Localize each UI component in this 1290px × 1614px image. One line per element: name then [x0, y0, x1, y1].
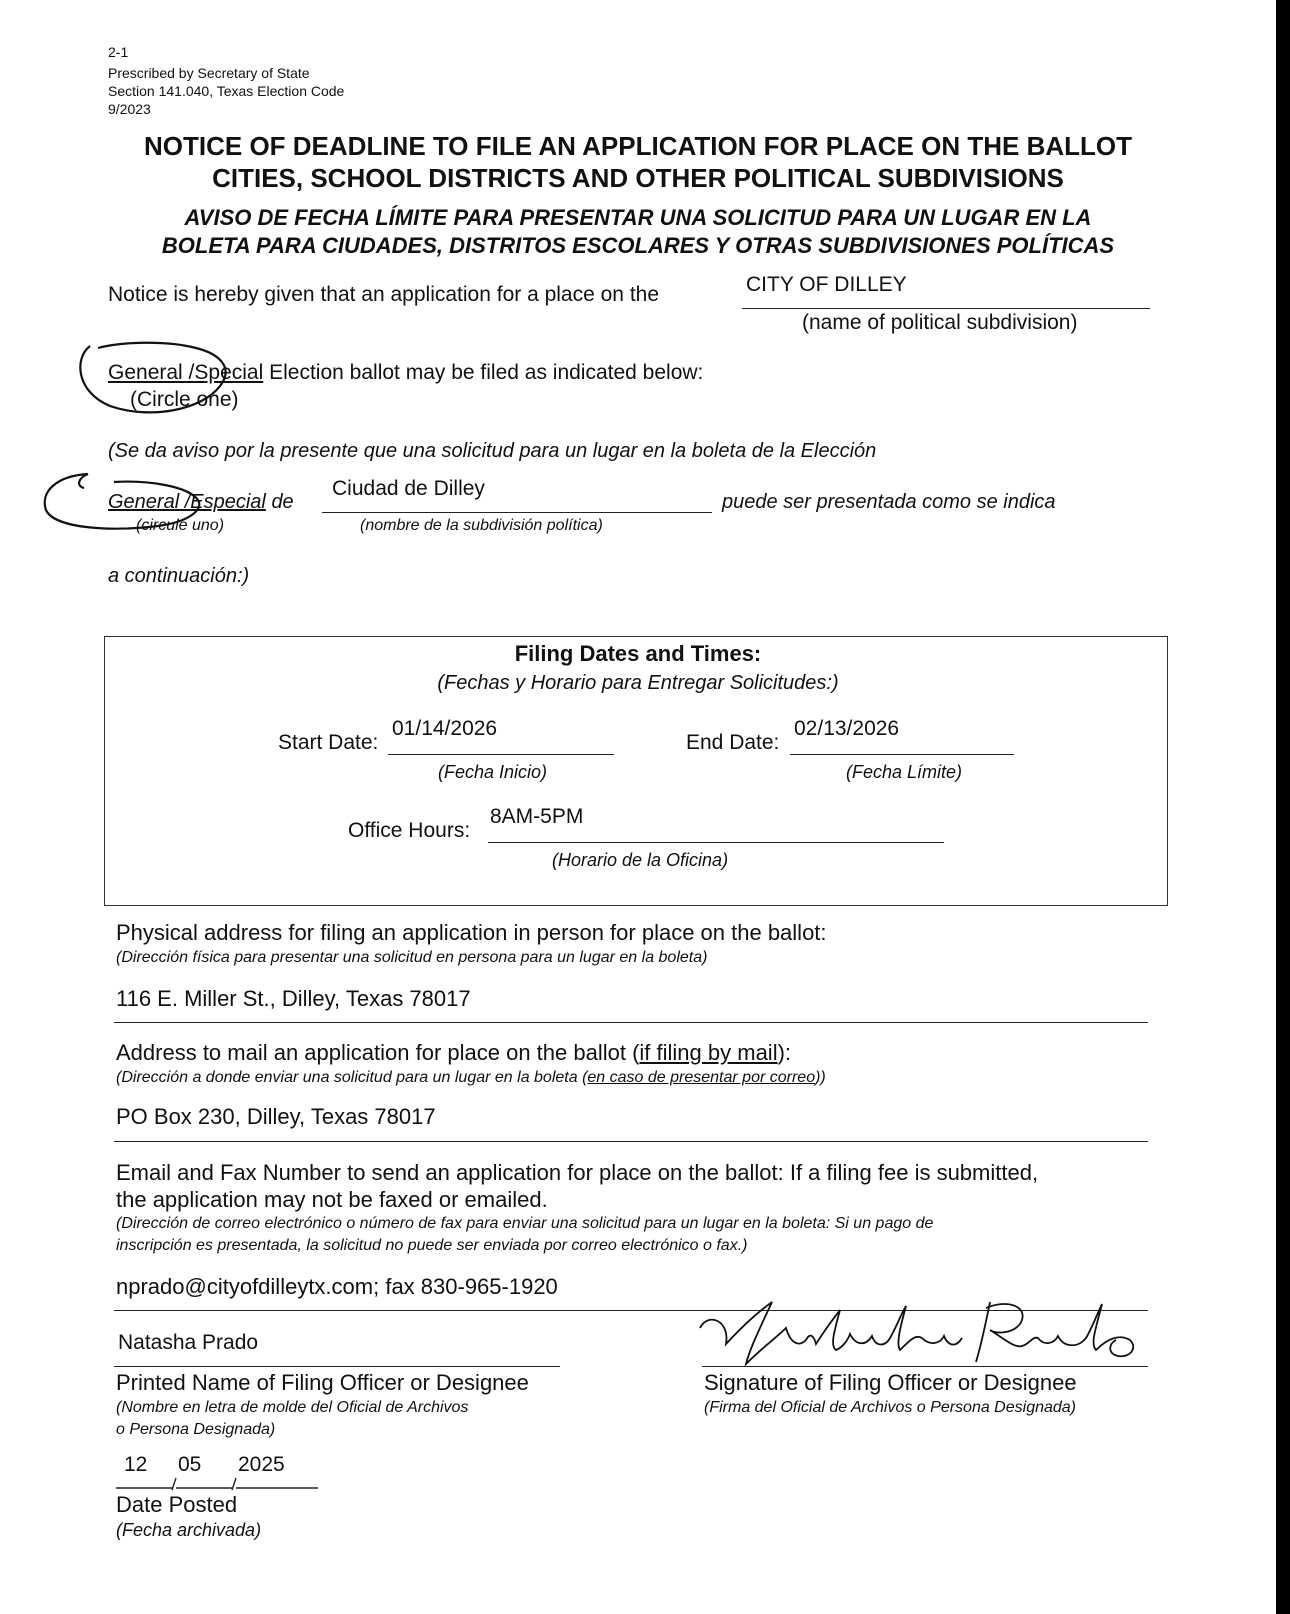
subdivision-es-underline	[322, 512, 712, 513]
general-option[interactable]: General /	[108, 361, 195, 384]
code-section: Section 141.040, Texas Election Code	[108, 83, 345, 99]
prescribed-by: Prescribed by Secretary of State	[108, 65, 310, 81]
subdivision-es-caption: (nombre de la subdivisión política)	[360, 517, 603, 534]
printed-name-label-es-2: o Persona Designada)	[116, 1421, 276, 1438]
end-date-value: 02/13/2026	[794, 717, 900, 740]
mail-address-value: PO Box 230, Dilley, Texas 78017	[116, 1104, 436, 1129]
physical-address-label: Physical address for filing an application in person for place on the ballot:	[116, 920, 827, 945]
email-fax-label-es-1: (Dirección de correo electrónico o número de fax para enviar una solicitud para un lugar en la boleta: Si un pago de	[116, 1215, 934, 1232]
signature	[690, 1298, 1150, 1374]
start-date-caption: (Fecha Inicio)	[438, 762, 548, 782]
form-number: 2-1	[108, 44, 129, 60]
circle-uno-caption: (circule uno)	[136, 517, 225, 534]
email-fax-label-es-2: inscripción es presentada, la solicitud no puede ser enviada por correo electrónico o fax.)	[116, 1237, 748, 1254]
physical-address-value: 116 E. Miller St., Dilley, Texas 78017	[116, 986, 471, 1011]
end-date-label: End Date:	[686, 731, 780, 754]
election-text: Election ballot may be filed as indicated below:	[269, 361, 704, 384]
mail-label-es-pre: (Dirección a donde enviar una solicitud para un lugar en la boleta (	[116, 1069, 588, 1086]
title-es-line-1: AVISO DE FECHA LÍMITE PARA PRESENTAR UNA SOLICITUD PARA UN LUGAR EN LA	[184, 205, 1092, 230]
mail-address-label	[116, 1040, 791, 1066]
notice-es-intro: (Se da aviso por la presente que una solicitud para un lugar en la boleta de la Elección	[108, 440, 877, 462]
email-fax-label-2: the application may not be faxed or emailed.	[116, 1187, 548, 1212]
form-revision-date: 9/2023	[108, 101, 151, 117]
circle-one-caption: (Circle one)	[130, 388, 239, 411]
date-underline-slashes	[114, 1470, 320, 1494]
title-line-2: CITIES, SCHOOL DISTRICTS AND OTHER POLITICAL SUBDIVISIONS	[212, 163, 1064, 193]
date-year: 2025	[238, 1453, 285, 1476]
mail-address-underline	[114, 1141, 1148, 1142]
date-posted-label: Date Posted	[116, 1492, 238, 1517]
email-fax-value: nprado@cityofdilleytx.com; fax 830-965-1920	[116, 1274, 558, 1299]
start-date-underline	[388, 754, 614, 755]
notice-es-tail: puede ser presentada como se indica	[722, 491, 1056, 513]
mail-label-pre: Address to mail an application for place on the ballot (	[116, 1040, 640, 1065]
signature-label: Signature of Filing Officer or Designee	[704, 1370, 1077, 1395]
hand-drawn-circle-general-es	[38, 466, 218, 538]
title-es-line-2: BOLETA PARA CIUDADES, DISTRITOS ESCOLARES Y OTRAS SUBDIVISIONES POLÍTICAS	[161, 233, 1115, 258]
general-es-option[interactable]: General /	[108, 491, 191, 513]
signature-label-es: (Firma del Oficial de Archivos o Persona Designada)	[704, 1399, 1077, 1416]
filing-heading: Filing Dates and Times:	[514, 641, 762, 666]
start-date-label: Start Date:	[278, 731, 379, 754]
date-month: 12	[124, 1453, 148, 1476]
mail-address-label-es	[116, 1068, 826, 1088]
title-line-1: NOTICE OF DEADLINE TO FILE AN APPLICATION FOR PLACE ON THE BALLOT	[144, 131, 1132, 161]
subdivision-underline	[742, 308, 1150, 309]
office-hours-value: 8AM-5PM	[490, 805, 584, 828]
mail-label-underlined: if filing by mail	[639, 1040, 778, 1065]
mail-label-es-underlined: en caso de presentar por correo	[587, 1069, 816, 1086]
signature-underline	[702, 1366, 1148, 1367]
subdivision-name-es: Ciudad de Dilley	[332, 477, 485, 500]
printed-name-underline	[114, 1366, 560, 1367]
mail-label-es-post: ))	[815, 1069, 826, 1086]
office-hours-underline	[488, 842, 944, 843]
end-date-underline	[790, 754, 1014, 755]
office-hours-caption: (Horario de la Oficina)	[552, 850, 729, 870]
mail-label-post: ):	[777, 1040, 792, 1065]
date-posted-label-es: (Fecha archivada)	[116, 1520, 262, 1540]
physical-address-underline	[114, 1022, 1148, 1023]
filing-heading-es: (Fechas y Horario para Entregar Solicitudes:)	[437, 672, 839, 694]
subdivision-name: CITY OF DILLEY	[746, 273, 907, 296]
date-day: 05	[178, 1453, 202, 1476]
notice-intro: Notice is hereby given that an application for a place on the	[108, 283, 660, 306]
continuation-text: a continuación:)	[108, 565, 250, 587]
subdivision-caption: (name of political subdivision)	[802, 311, 1078, 334]
special-option[interactable]: Special	[194, 361, 264, 384]
office-hours-label: Office Hours:	[348, 819, 471, 842]
printed-name-label: Printed Name of Filing Officer or Designee	[116, 1370, 529, 1395]
end-date-caption: (Fecha Límite)	[846, 762, 963, 782]
email-fax-label-1: Email and Fax Number to send an application for place on the ballot: If a filing fee is submitted,	[116, 1160, 1039, 1185]
start-date-value: 01/14/2026	[392, 717, 498, 740]
hand-drawn-circle-general	[70, 334, 240, 424]
printed-name-label-es-1: (Nombre en letra de molde del Oficial de Archivos	[116, 1399, 469, 1416]
printed-name-value: Natasha Prado	[118, 1331, 259, 1354]
de-text: de	[271, 491, 294, 513]
physical-address-label-es: (Dirección física para presentar una solicitud en persona para un lugar en la boleta)	[116, 949, 708, 966]
especial-es-option[interactable]: Especial	[190, 491, 266, 513]
